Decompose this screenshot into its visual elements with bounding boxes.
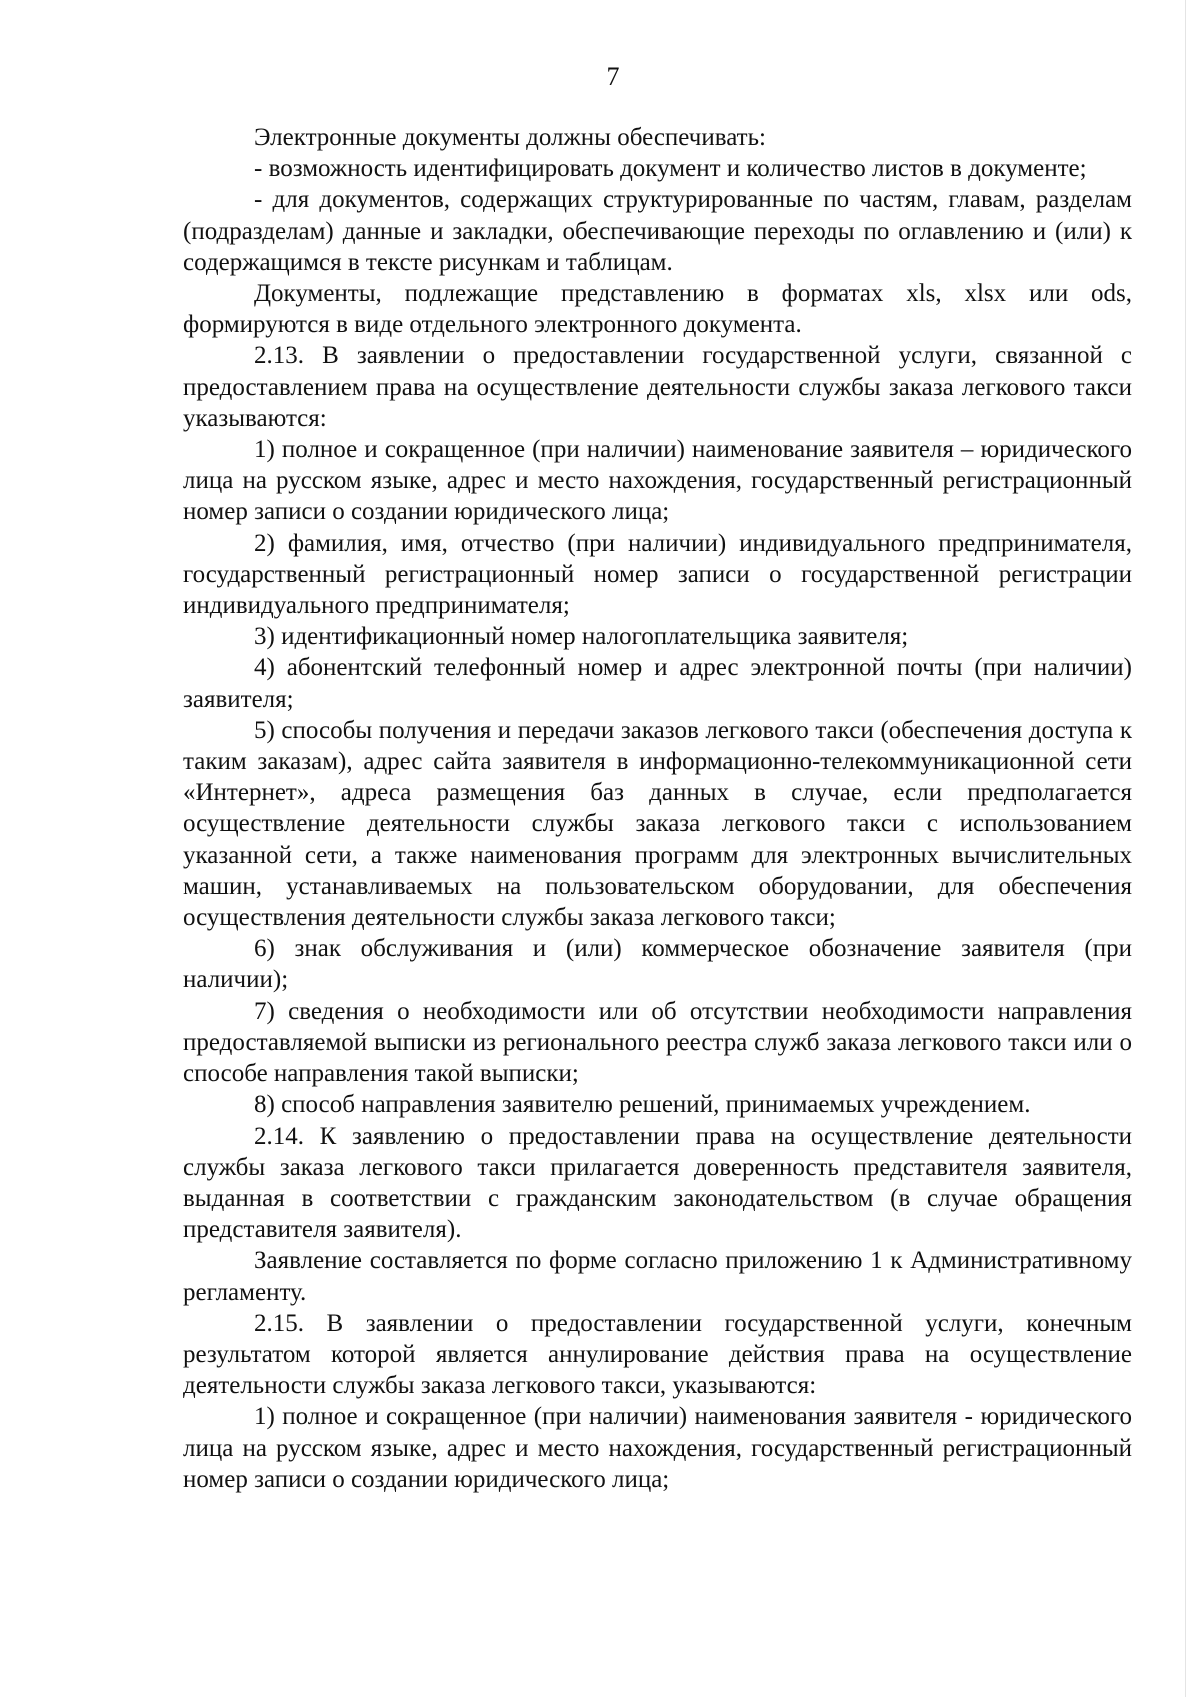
paragraph-item-6-service-mark: 6) знак обслуживания и (или) коммерческое обозначение заявителя (при наличии); <box>183 935 1132 994</box>
paragraph-item-5-order-methods: 5) способы получения и передачи заказов легкового такси (обеспечения доступа к таким заказам), адрес сайта заявителя в информационно-телекоммуникационной сети «Интернет», адреса размещения баз данных в случае, если предполагается осуществление деятельности службы заказа легкового такси с использованием указанной сети, а также наименования программ для электронных вычислительных машин, устанавливаемых на пользовательском оборудовании, для обеспечения осуществления деятельности службы заказа легкового такси; <box>183 716 1132 932</box>
paragraph-electronic-docs-intro: Электронные документы должны обеспечивать: <box>254 124 766 151</box>
paragraph-item-4-phone-email: 4) абонентский телефонный номер и адрес электронной почты (при наличии) заявителя; <box>183 654 1132 713</box>
page-number: 7 <box>606 62 620 91</box>
paragraph-structured-documents: - для документов, содержащих структурированные по частям, главам, разделам (подразделам) данные и закладки, обеспечивающие переходы по оглавлению и (или) к содержащимся в тексте рисункам и таблицам. <box>183 186 1132 276</box>
document-body <box>183 122 1132 1495</box>
paragraph-section-2-14: 2.14. К заявлению о предоставлении права на осуществление деятельности службы заказа легкового такси прилагается доверенность представителя заявителя, выданная в соответствии с гражданским законодательством (в случае обращения представителя заявителя). <box>183 1122 1132 1244</box>
paragraph-item-3-taxpayer-id: 3) идентификационный номер налогоплательщика заявителя; <box>254 623 909 651</box>
paragraph-section-2-15: 2.15. В заявлении о предоставлении государственной услуги, конечным результатом которой является аннулирование действия права на осуществление деятельности службы заказа легкового такси, указываются: <box>183 1309 1132 1400</box>
paragraph-application-form: Заявление составляется по форме согласно приложению 1 к Административному регламенту. <box>183 1247 1132 1306</box>
paragraph-spreadsheet-formats: Документы, подлежащие представлению в форматах xls, xlsx или ods, формируются в виде отдельного электронного документа. <box>183 280 1132 339</box>
paragraph-item-8-decision-delivery: 8) способ направления заявителю решений, принимаемых учреждением. <box>254 1091 1031 1119</box>
paragraph-item-2-entrepreneur: 2) фамилия, имя, отчество (при наличии) индивидуального предпринимателя, государственный регистрационный номер записи о государственной регистрации индивидуального предпринимателя; <box>183 529 1132 620</box>
paragraph-section-2-13: 2.13. В заявлении о предоставлении государственной услуги, связанной с предоставлением права на осуществление деятельности службы заказа легкового такси указываются: <box>183 342 1132 432</box>
paragraph-identify-document: - возможность идентифицировать документ и количество листов в документе; <box>254 155 1087 183</box>
scan-edge-line <box>1185 0 1186 1697</box>
paragraph-item-1-legal-entity: 1) полное и сокращенное (при наличии) наименование заявителя – юридического лица на русском языке, адрес и место нахождения, государственный регистрационный номер записи о создании юридического лица; <box>183 436 1132 526</box>
paragraph-item-7-registry-extract: 7) сведения о необходимости или об отсутствии необходимости направления предоставляемой выписки из регионального реестра служб заказа легкового такси или о способе направления такой выписки; <box>183 997 1132 1088</box>
paragraph-section-2-15-item-1: 1) полное и сокращенное (при наличии) наименования заявителя - юридического лица на русском языке, адрес и место нахождения, государственный регистрационный номер записи о создании юридического лица; <box>183 1403 1132 1493</box>
